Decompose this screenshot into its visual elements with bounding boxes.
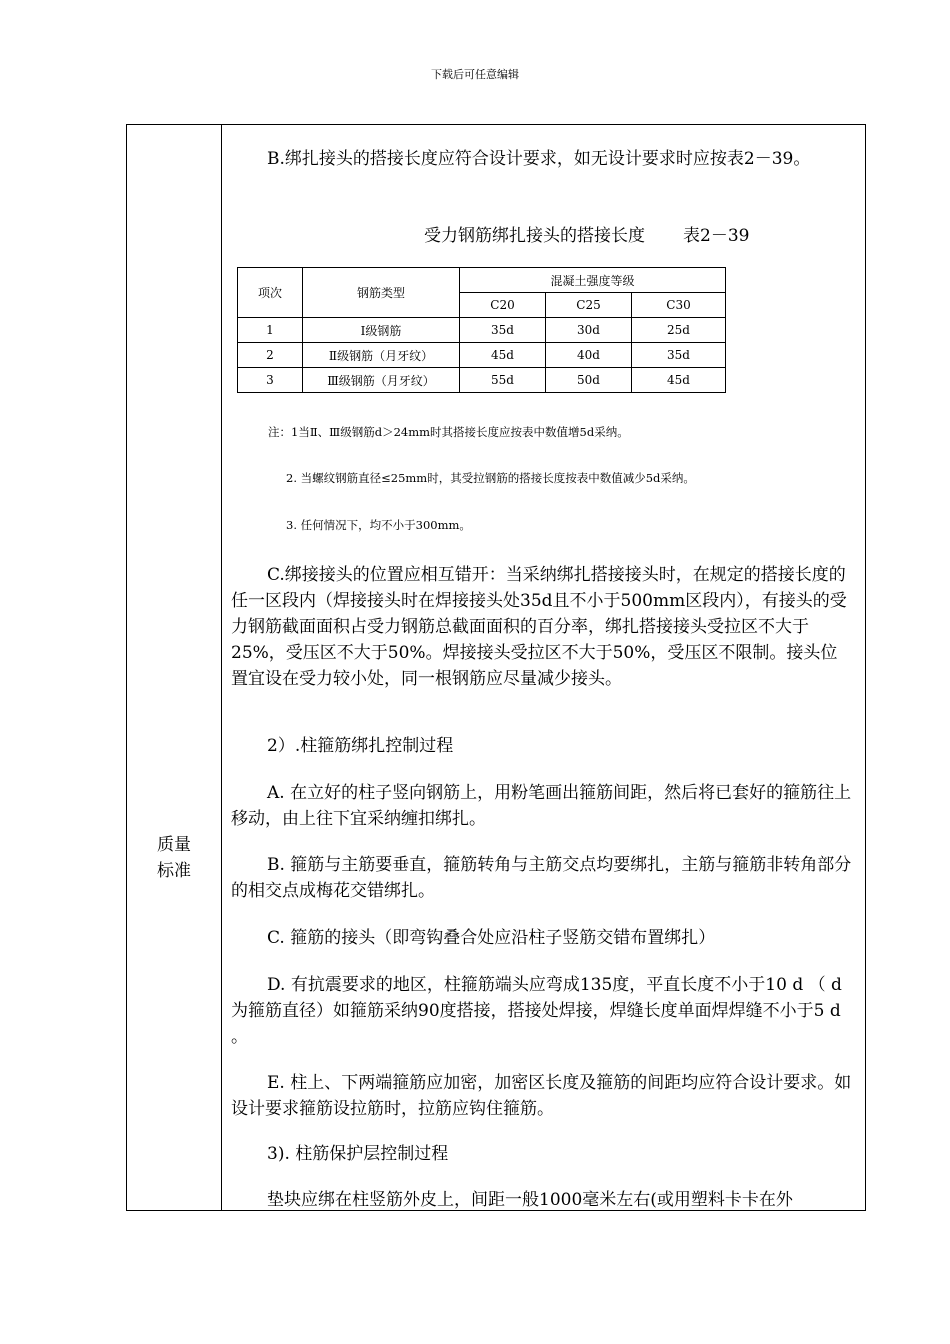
cell-value: 25d — [632, 318, 726, 343]
cell-no: 3 — [238, 368, 303, 393]
table-row — [238, 368, 726, 393]
lap-length-table — [237, 267, 726, 393]
cell-type: Ⅰ级钢筋 — [303, 318, 460, 343]
table-caption — [424, 221, 749, 246]
subheading-stirrup-binding: 2）.柱箍筋绑扎控制过程 — [267, 736, 454, 756]
paragraph-b-lap-length: B.绑扎接头的搭接长度应符合设计要求，如无设计要求时应按表2－39。 — [267, 149, 811, 169]
cell-value: 30d — [546, 318, 632, 343]
paragraph-c-stirrup-joint: C. 箍筋的接头（即弯钩叠合处应沿柱子竖筋交错布置绑扎） — [267, 928, 716, 948]
table-note-3: 3. 任何情况下，均不小于300mm。 — [286, 518, 471, 532]
paragraph-d-seismic-hook: D. 有抗震要求的地区，柱箍筋端头应弯成135度，平直长度不小于10 d （ d 为箍筋直径）如箍筋采纳90度搭接，搭接处焊接，焊缝长度单面焊焊缝不小于5 d 。 — [231, 975, 842, 1047]
header-item: 项次 — [238, 268, 303, 318]
paragraph-c-joint-stagger: C.绑接接头的位置应相互错开：当采纳绑扎搭接接头时，在规定的搭接长度的任一区段内（焊接接头时在焊接接头处35d且不小于500mm区段内），有接头的受力钢筋截面面积占受力钢筋总截面面积的百分率，绑扎搭接接头受拉区不大于25%，受压区不大于50%。焊接接头受拉区不大于50%，受压区不限制。接头位置宜设在受力较小处，同一根钢筋应尽量减少接头。 — [231, 565, 847, 689]
column-divider — [221, 124, 222, 1211]
header-grade-c25: C25 — [546, 293, 632, 318]
cell-value: 55d — [460, 368, 546, 393]
subheading-cover-control: 3). 柱筋保护层控制过程 — [267, 1144, 449, 1164]
row-label-line2: 标准 — [157, 861, 191, 881]
header-concrete-grade: 混凝土强度等级 — [460, 268, 726, 293]
cell-value: 50d — [546, 368, 632, 393]
row-label-line1: 质量 — [157, 835, 191, 855]
table-row — [238, 343, 726, 368]
paragraph-b-stirrup-perpendicular: B. 箍筋与主筋要垂直，箍筋转角与主筋交点均要绑扎，主筋与箍筋非转角部分的相交点成梅花交错绑扎。 — [231, 855, 852, 901]
row-label-quality-standard — [127, 832, 221, 884]
cell-value: 45d — [460, 343, 546, 368]
cell-value: 35d — [460, 318, 546, 343]
table-row — [238, 318, 726, 343]
table-note-2: 2. 当螺纹钢筋直径≤25mm时，其受拉钢筋的搭接长度按表中数值减少5d采纳。 — [286, 471, 695, 485]
cell-value: 40d — [546, 343, 632, 368]
header-steel-type: 钢筋类型 — [303, 268, 460, 318]
paragraph-spacer-block: 垫块应绑在柱竖筋外皮上，间距一般1000毫米左右(或用塑料卡卡在外 — [267, 1190, 793, 1210]
cell-no: 2 — [238, 343, 303, 368]
paragraph-a-stirrup-marking: A. 在立好的柱子竖向钢筋上，用粉笔画出箍筋间距，然后将已套好的箍筋往上移动，由上往下宜采纳缠扣绑扎。 — [231, 783, 852, 829]
cell-type: Ⅲ级钢筋（月牙纹） — [303, 368, 460, 393]
table-number: 表2－39 — [683, 226, 750, 246]
table-note-1: 注：1当Ⅱ、Ⅲ级钢筋d＞24mm时其搭接长度应按表中数值增5d采纳。 — [268, 425, 629, 439]
table-title: 受力钢筋绑扎接头的搭接长度 — [424, 226, 645, 246]
header-grade-c30: C30 — [632, 293, 726, 318]
table-header-row — [238, 268, 726, 293]
cell-value: 45d — [632, 368, 726, 393]
cell-type: Ⅱ级钢筋（月牙纹） — [303, 343, 460, 368]
page-header: 下载后可任意编辑 — [431, 68, 519, 81]
paragraph-e-densification: E. 柱上、下两端箍筋应加密，加密区长度及箍筋的间距均应符合设计要求。如设计要求箍筋设拉筋时，拉筋应钩住箍筋。 — [231, 1073, 852, 1119]
header-grade-c20: C20 — [460, 293, 546, 318]
cell-value: 35d — [632, 343, 726, 368]
cell-no: 1 — [238, 318, 303, 343]
